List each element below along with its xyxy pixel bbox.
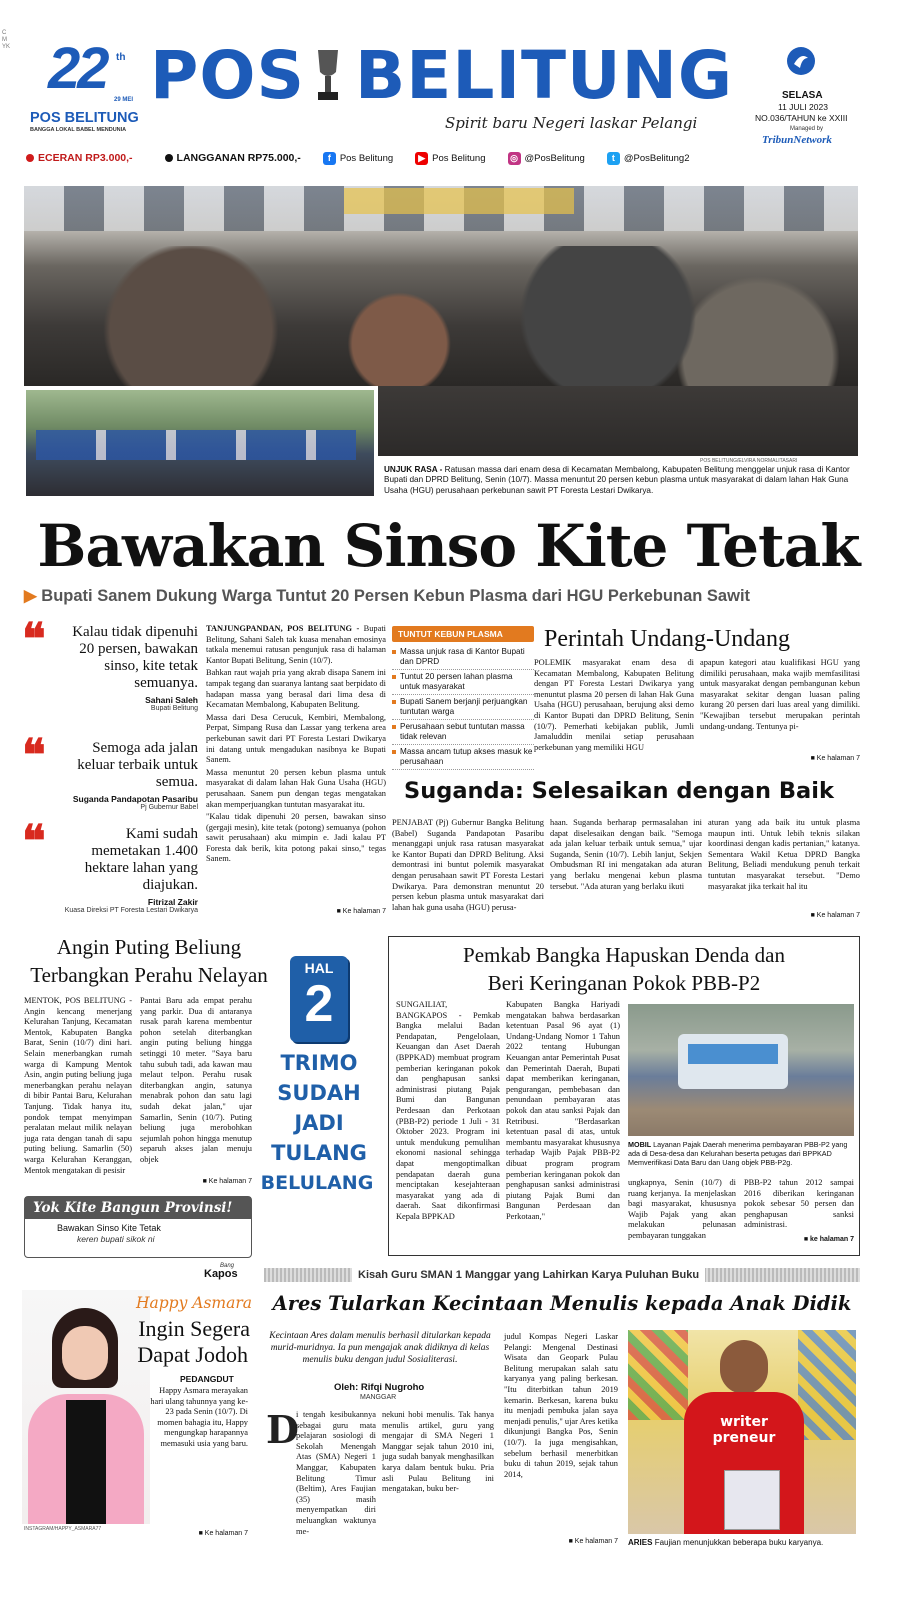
anniversary-tagline: BANGGA LOKAL BABEL MENDUNIA [30, 127, 127, 133]
pbb-more[interactable]: ■ ke halaman 7 [803, 1236, 854, 1243]
suganda-col1: PENJABAT (Pj) Gubernur Bangka Belitung (Babel) Suganda Pandapotan Pasaribu menanggapi unjuk rasa ratusan masyarakat ke Kantor Bupati dan DPRD Belitung. Aksi demontrasi ini buntut polemik masyarakat dengan perusahaan sawit PT Foresta Lestari Dwikarya. Para demonstran menuntut 20 persen kebun plasma untuk masyarakat dari lahan hak guna usaha (HGU) perusa- [392, 818, 544, 912]
ares-shirt: writer preneur [684, 1392, 804, 1534]
kapos-brand: Kapos [204, 1268, 238, 1280]
happy-brand: Happy Asmara [136, 1294, 253, 1312]
pbb-col2: Kabupaten Bangka Hariyadi mengatakan bahwa berdasarkan ketentuan Pasal 96 ayat (1) Undang-Undang Nomor 1 Tahun 2022 tentang Hubungan Keuangan antar Pemerintah Pusat dan Pemerintah Daerah, Bupati dapat memberikan keringanan, pengurangan, pembebasan dan penundaan pembayaran atas pokok dan atau sanksi Pajak dan Retribusi. "Berdasarkan ketentuan pasal di atas, untuk membantu masyarakat khususnya terhadap Wajib Pajak PBB-P2 dibuat program program pemberian keringanan pokok dan penghapusan sanksi administrasi piutang Pajak Bumi dan Bangunan Perdesaan dan Perkotaan," [506, 1000, 620, 1221]
hero-caption [384, 465, 858, 496]
anniversary-suffix: th [116, 52, 126, 63]
perintah-more[interactable]: ■ Ke halaman 7 [810, 755, 860, 762]
title-pos: POS [150, 37, 306, 114]
hero-inset-photo [24, 388, 376, 498]
angin-title-2[interactable]: Terbangkan Perahu Nelayan [30, 963, 268, 987]
quote-author: Fitrizal Zakir [147, 897, 198, 907]
quote-text: Kalau tidak dipenuhi 20 persen, bawakan sinso, kite tetak semuanya. [72, 624, 198, 691]
perintah-col1: POLEMIK masyarakat enam desa di Kecamatan Membalong, Kabupaten Belitung dengan PT Foresta Lestari Dwikarya yang menuntut plasma 20 persen di lahan Hak Guna Usaha (HGU) perusahaan, berujung aksi demo di Kantor Bupati dan DPRD Belitung, Senin (10/7). Pemerhati kebijakan publik, Jumli Jamaluddin menilai setiap perusahaan perkebunan yang memiliki HGU [534, 658, 694, 752]
perintah-title[interactable]: Perintah Undang-Undang [544, 626, 790, 652]
pbb-col4: PBB-P2 tahun 2012 sampai 2016 diberikan keringanan pokok sebesar 50 persen dan penghapusan sanksi administrasi. [744, 1178, 854, 1230]
pbb-photo-caption: MOBIL Layanan Pajak Daerah menerima pembayaran PBB-P2 yang ada di Desa-desa dan Kelurahan beserta petugas dari BPPKAD Memverifikasi Data Baru dan Uang objek PBB-P2g. [628, 1140, 848, 1167]
ares-byline-place: MANGGAR [360, 1394, 397, 1401]
quote-icon: ❝ [22, 817, 46, 866]
caption-text: Ratusan massa dari enam desa di Kecamatan Membalong, Kabupaten Belitung menggelar unjuk rasa di Kantor Bupati dan DPRD Belitung, Senin (10/7). Massa menuntut 20 persen kebun plasma untuk masyarakat di dalam lahan Hak Guna Usaha (HGU) perusahaan perkebunan sawit PT Foresta Lestari Dwikarya. [384, 465, 850, 495]
trophy-icon [310, 46, 346, 106]
twitter-icon: t [607, 152, 620, 165]
yok-kite-banner: Yok Kite Bangun Provinsi! [25, 1197, 251, 1219]
facebook-link[interactable]: f Pos Belitung [323, 152, 393, 165]
angin-title-1[interactable]: Angin Puting Beliung [56, 935, 242, 959]
continue-arrow-icon: ■ [202, 1178, 209, 1185]
quote-icon: ❝ [22, 731, 46, 780]
youtube-link[interactable]: ▶ Pos Belitung [415, 152, 485, 165]
quote-author: Sahani Saleh [145, 695, 198, 705]
ares-col3: judul Kompas Negeri Laskar Pelangi: Mengenal Destinasi Wisata dan Geopark Pulau Belitung merupakan salah satu karyanya yang paling berkesan. "Itu diterbitkan tahun 2019 kemarin. Berkesan, karena buku itu menjadi pembuka jalan saya menjadi penulis," ujar Ares ketika dikunjungi Bangka Pos, Senin (10/7). Ia juga mengisahkan, sebelum berhasil menerbitkan buku di tahun 2019, sejak tahun 2014, [504, 1332, 618, 1479]
ares-col2: nekuni hobi menulis. Tak hanya menulis artikel, guru yang mengajar di SMA Negeri 1 Manggar sejak tahun 2010 ini, juga sudah banyak menghasilkan karya dalam bentuk buku. Pria asli Pulau Belitung ini mengatakan, buku ber- [382, 1410, 494, 1494]
yok-kite-line1: Bawakan Sinso Kite Tetak [57, 1223, 161, 1233]
suganda-col3: aturan yang ada baik itu untuk plasma maupun inti. Untuk lebih teknis silakan koordinasi dengan kadis pertanian," katanya. Sementara Wakil Ketua DPRD Bangka Belitung, Beliadi mendukung penuh terkait tuntutan masyarakat tersebut. "Demo masyarakat jika terkait hal itu [708, 818, 860, 891]
pbb-photo [628, 1004, 854, 1136]
perintah-col2: apapun kategori atau kualifikasi HGU yang dimiliki perusahaan, maka wajib memfasilitasi untuk masyarakat dengan pembangunan kebun masyarakat sekitar dengan luasan paling kurang 20 persen dari luas areal yang dimiliki. "Kewajiban tersebut merupakan perintah undang-undang. Tentunya pi- [700, 658, 860, 731]
sidebox-item: Massa ancam tutup akses masuk ke perusahaan [392, 745, 534, 770]
title-belitung: BELITUNG [355, 37, 734, 114]
newspaper-title[interactable] [150, 37, 740, 114]
angin-more[interactable]: ■ Ke halaman 7 [202, 1178, 252, 1185]
suganda-col2: haan. Suganda berharap permasalahan ini dapat diselesaikan dengan baik. "Semoga ada jalan keluar terbaik untuk semua," ujar Suganda, Senin (10/7). Lebih lanjut, Sekjen Ombudsman RI ini mengatakan ada aturan yang berlaku mengenai kebun plasma tersebut. "Ada aturan yang berlaku ikuti [550, 818, 702, 891]
price-langganan: LANGGANAN RP75.000,- [165, 152, 301, 164]
continue-arrow-icon: ■ [568, 1538, 575, 1545]
happy-title-1[interactable]: Ingin Segera [138, 1316, 250, 1341]
quotes-column [22, 615, 198, 916]
price-bar [26, 150, 866, 166]
tribun-logo-icon [786, 46, 816, 76]
cmyk-mark: CMYK [2, 30, 11, 50]
quote-text: Kami sudah memetakan 1.400 hektare lahan yang diajukan. [84, 826, 198, 893]
ares-more[interactable]: ■ Ke halaman 7 [568, 1538, 618, 1545]
suganda-more[interactable]: ■ Ke halaman 7 [810, 912, 860, 919]
instagram-icon: ◎ [508, 152, 521, 165]
happy-title-2[interactable]: Dapat Jodoh [137, 1342, 248, 1367]
anniversary-logo [30, 36, 142, 140]
continue-arrow-icon: ■ [336, 908, 343, 915]
main-story-dateline: TANJUNGPANDAN, POS BELITUNG - [206, 624, 360, 633]
slogan: Spirit baru Negeri laskar Pelangi [445, 114, 698, 132]
hero-photo [24, 186, 858, 386]
quote-role: Bupati Belitung [150, 705, 198, 712]
happy-text: Happy Asmara merayakan hari ulang tahunnya yang ke-23 pada Senin (10/7). Di momen bahagia itu, Happy mengungkap harapannya memasuki usia yang baru. [150, 1386, 248, 1448]
main-story: TANJUNGPANDAN, POS BELITUNG - Bupati Belitung, Sahani Saleh tak kuasa menahan emosinya tatkala menemui ratusan pengunjuk rasa di halaman Kantor Bupati Belitung, Senin (10/7). Bahkan raut wajah pria yang akrab disapa Sanem ini tampak tegang dan suaranya lantang saat berpidato di hadapan massa yang berasal dari lima desa di Kecamatan Membalong, Kabupaten Belitung. Massa dari Desa Cerucuk, Kembiri, Membalong, Perpat, Simpang Rusa dan Lassar yang terkena area perkebunan sawit dari PT Foresta Lestari Dwikarya ini datang untuk mengadukan nasibnya ke Bupati Sanem. Massa menuntut 20 persen kebun plasma untuk masyarakat di dalam lahan Hak Guna Usaha (HGU) perusahaan. Sanem pun dengan tegas mengatakan akan memperjuangkan tuntutan masyarakat itu. "Kalau tidak dipenuhi 20 persen, bawakan sinso (gergaji mesin), kite tetak (potong) semuanya (pohon sawit perusahaan) aku mimpin e. Jadi kalau PT Foresta dak berik, kita potong pakai sinso," tegas Sanem. [206, 624, 386, 864]
edition-date: 11 JULI 2023 [778, 102, 828, 112]
pbb-col3: ungkapnya, Senin (10/7) di ruang kerjanya. Ia menjelaskan bagi masyarakat, khususnya Wajib Pajak yang akan melakukan pelunasan pembayaran tunggakan [628, 1178, 736, 1240]
ares-col1: i tengah kesibukannya sebagai guru mata pelajaran sosiologi di Sekolah Menengah Atas (SMA) Negeri 1 Manggar, Kabupaten Belitung Timur (Beltim), Ares Faujian (35) masih menyempatkan diri meluangkan waktunya me- [296, 1410, 376, 1536]
main-headline[interactable]: Bawakan Sinso Kite Tetak [37, 512, 860, 580]
edition-number: NO.036/TAHUN ke XXIII [755, 113, 848, 123]
price-eceran: ECERAN RP3.000,- [26, 152, 133, 164]
ares-photo [628, 1330, 856, 1534]
black-dot-icon [165, 154, 173, 162]
continue-arrow-icon: ■ [810, 912, 817, 919]
happy-more[interactable]: ■ Ke halaman 7 [198, 1530, 248, 1537]
continue-arrow-icon: ■ [803, 1236, 811, 1243]
sidebox-title: TUNTUT KEBUN PLASMA [392, 626, 534, 642]
continue-arrow-icon: ■ [810, 755, 817, 762]
anniversary-number: 22 [48, 36, 107, 101]
twitter-link[interactable]: t @PosBelitung2 [607, 152, 690, 165]
yok-kite-box [24, 1196, 252, 1258]
angin-col1: MENTOK, POS BELITUNG - Angin kencang menerjang Kelurahan Tanjung, Kecamatan Mentok, Kabupaten Bangka Barat, Senin (10/7) dini hari. Selain menerbangkan rumah warga di Kampung Mentok Asin, angin puting beliung juga menerbangkan perahu nelayan di bibir Pantai Baru, Kelurahan Tanjung. Tidak hanya itu, pondok tempat menyimpan peralatan melaut milik nelayan juga rata dengan tanah di sapu puting beliung. Samarlin (50) warga Kelurahan Keranggan, Mentok mengatakan di pesisir [24, 996, 132, 1175]
kapos-brand-small: Bang [220, 1263, 235, 1269]
sidebox-item: Bupati Sanem berjanji perjuangkan tuntutan warga [392, 695, 534, 720]
suganda-title[interactable]: Suganda: Selesaikan dengan Baik [404, 778, 834, 804]
hero-photo-lower [378, 386, 858, 456]
main-subheadline: ▶ Bupati Sanem Dukung Warga Tuntut 20 Persen Kebun Plasma dari HGU Perkebunan Sawit [24, 587, 751, 605]
yok-kite-line2: keren bupati sikok ni [77, 1234, 155, 1244]
anniversary-brand: POS BELITUNG [30, 110, 139, 126]
happy-credit: INSTAGRAM/HAPPY_ASMARA77 [24, 1526, 102, 1532]
ares-dropcap: D [266, 1407, 299, 1452]
managed-label: Managed by [790, 126, 824, 132]
ares-lead: Kecintaan Ares dalam menulis berhasil ditularkan kepada murid-muridnya. Ia pun mengajak anak didiknya di kelas menulis buku dengan judul Sosialiterasi. [269, 1331, 491, 1365]
quote-sahani [22, 615, 198, 738]
sidebox-item: Perusahaan sebut tuntutan massa tidak relevan [392, 720, 534, 745]
ares-byline: Oleh: Rifqi Nugroho [334, 1382, 425, 1393]
happy-asmara-photo [22, 1290, 150, 1524]
instagram-link[interactable]: ◎ @PosBelitung [508, 152, 585, 165]
sidebox-item: Massa unjuk rasa di Kantor Bupati dan DPRD [392, 645, 534, 670]
sidebox-item: Tuntut 20 persen lahan plasma untuk masyarakat [392, 670, 534, 695]
anniversary-date: 29 MEI [114, 97, 134, 103]
ares-title[interactable]: Ares Tularkan Kecintaan Menulis kepada Anak Didik [272, 1292, 852, 1315]
caption-label: UNJUK RASA - [384, 465, 443, 474]
kisah-bar [264, 1268, 860, 1282]
happy-dateline: PEDANGDUT [180, 1374, 234, 1384]
continue-arrow-icon: ■ [198, 1530, 205, 1537]
hal2-teaser[interactable]: HAL 2 TRIMO SUDAH JADI TULANG BELULANG [258, 956, 380, 1256]
pbb-title-1[interactable]: Pemkab Bangka Hapuskan Denda dan [463, 943, 785, 967]
angin-col2: Pantai Baru ada empat perahu yang parkir. Dua di antaranya rusak parah karena membentur pohon setelah diterbangkan angin puting beliung hingga setinggi 10 meter. "Saya baru tahu subuh tadi, ada kawan mau melaut telpon. Perahu rusak diterbangkan angin, satunya menabrak pohon dan satu lagi sudah dekat jalan," ujar Samarlin, Senin (10/7). Puting beliung juga merobohkan sejumlah pohon hingga menutup separuh akses jalan menuju objek [140, 996, 252, 1164]
quote-role: Pj Gubernur Babel [140, 804, 198, 811]
quote-text: Semoga ada jalan keluar terbaik untuk semua. [77, 740, 198, 790]
facebook-icon: f [323, 152, 336, 165]
quote-suganda [22, 731, 198, 824]
pbb-col1: SUNGAILIAT, BANGKAPOS - Pemkab Bangka melalui Badan Pendapatan, Pengelolaan, Keuangan dan Aset Daerah (BPPKAD) membuat program pemberian keringanan pokok dan penghapusan sanksi administrasi piutang Pajak Bumi dan Bangunan Perdesaan dan Perkotaan (PBB-P2) periode 1 Juli - 31 Oktober 2023. Program ini untuk mendukung pemulihan ekonomi nasional sehingga dapat mengoptimalkan pendapatan daerah guna menciptakan kesejahteraan masyarakat yang ada di daerah. Saat dikonfirmasi Kepala BPPKAD [396, 1000, 500, 1221]
edition-day: SELASA [782, 90, 823, 101]
youtube-icon: ▶ [415, 152, 428, 165]
tribun-network: TribunNetwork [762, 134, 832, 146]
tuntut-sidebox [392, 626, 534, 770]
ares-photo-caption: ARIES Faujian menunjukkan beberapa buku karyanya. [628, 1538, 824, 1547]
quote-fitrizal [22, 817, 198, 916]
kisah-bar-text: Kisah Guru SMAN 1 Manggar yang Lahirkan Karya Puluhan Buku [352, 1268, 705, 1282]
main-story-more[interactable]: ■ Ke halaman 7 [336, 908, 386, 915]
play-arrow-icon: ▶ [24, 587, 37, 605]
quote-author: Suganda Pandapotan Pasaribu [72, 794, 198, 804]
hero-credit: POS BELITUNG/ELVIRA NORMALITASARI [700, 458, 798, 464]
hal2-badge: HAL 2 [290, 956, 348, 1042]
quote-icon: ❝ [22, 615, 46, 664]
pbb-title-2[interactable]: Beri Keringanan Pokok PBB-P2 [487, 971, 761, 995]
quote-role: Kuasa Direksi PT Foresta Lestari Dwikarya [64, 907, 198, 914]
red-dot-icon [26, 154, 34, 162]
